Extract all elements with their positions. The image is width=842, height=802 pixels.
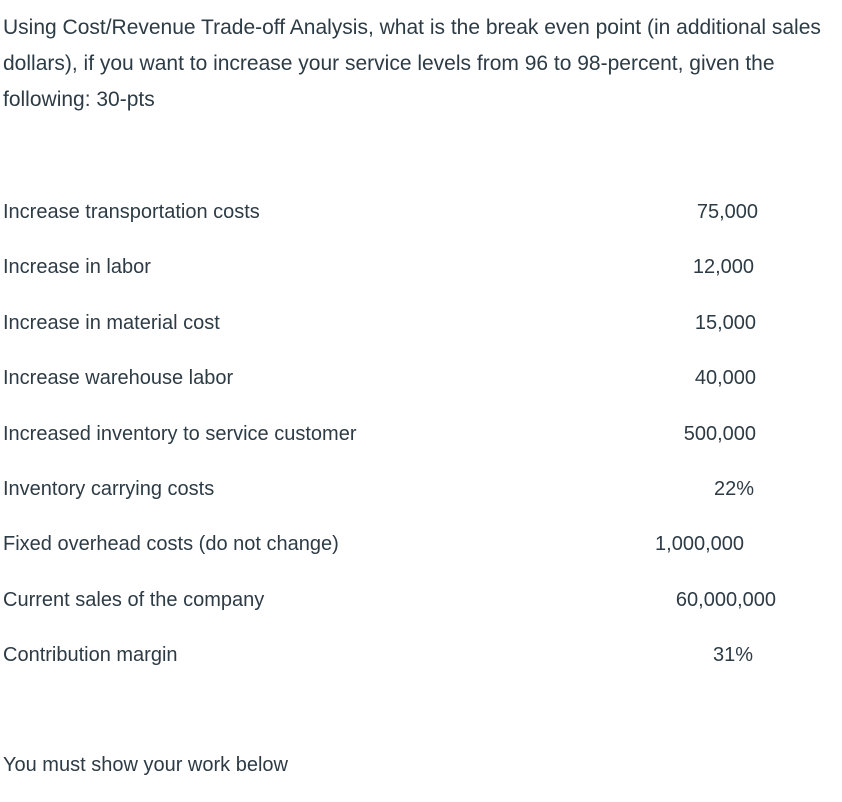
table-row bbox=[0, 529, 842, 559]
row-value: 1,000,000 bbox=[655, 533, 744, 555]
row-label: Inventory carrying costs bbox=[3, 478, 215, 500]
row-value: 75,000 bbox=[696, 201, 758, 223]
row-label: Current sales of the company bbox=[3, 589, 265, 611]
row-value: 12,000 bbox=[692, 256, 754, 278]
row-label: Increase warehouse labor bbox=[3, 367, 234, 389]
table-row bbox=[0, 419, 842, 449]
row-label: Contribution margin bbox=[3, 644, 178, 666]
row-value: 40,000 bbox=[694, 367, 756, 389]
row-value: 22% bbox=[713, 478, 754, 500]
table-row bbox=[0, 474, 842, 504]
row-value: 31% bbox=[712, 644, 753, 666]
row-label: Increase in material cost bbox=[3, 312, 220, 334]
row-label: Increase in labor bbox=[3, 256, 151, 278]
row-label: Fixed overhead costs (do not change) bbox=[3, 533, 339, 555]
row-value: 60,000,000 bbox=[675, 589, 776, 611]
row-label: Increase transportation costs bbox=[3, 201, 260, 223]
question-text: Using Cost/Revenue Trade-off Analysis, what is the break even point (in additional sales dollars), if you want to increase your service levels from 96 to 98-percent, given the following: 30-pts bbox=[3, 16, 821, 111]
row-label: Increased inventory to service customer bbox=[3, 423, 357, 445]
row-value: 15,000 bbox=[694, 312, 756, 334]
table-row bbox=[0, 363, 842, 393]
table-row bbox=[0, 197, 842, 227]
footer-instruction: You must show your work below bbox=[3, 754, 288, 776]
table-row bbox=[0, 252, 842, 282]
table-row bbox=[0, 640, 842, 670]
table-row bbox=[0, 308, 842, 338]
table-row bbox=[0, 585, 842, 615]
row-value: 500,000 bbox=[683, 423, 756, 445]
